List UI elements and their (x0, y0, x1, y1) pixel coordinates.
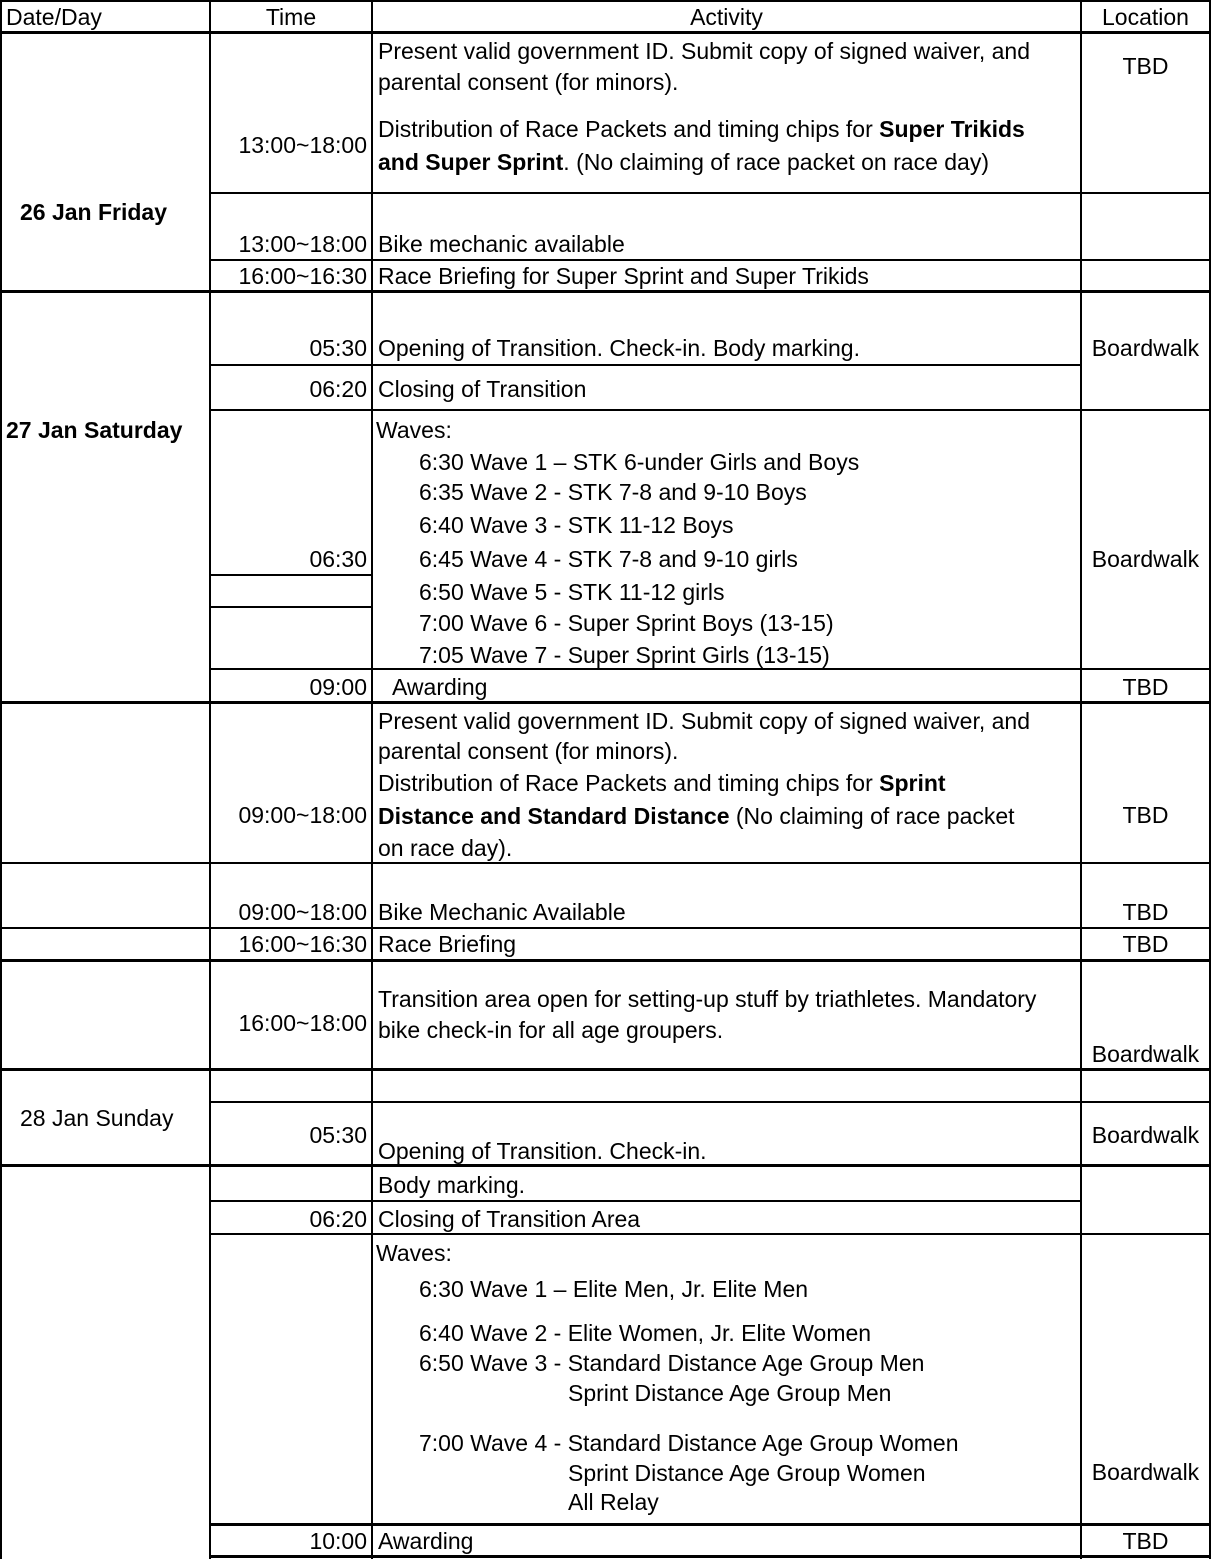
location-cell: TBD (1122, 899, 1169, 925)
wave-item: 6:50 Wave 5 - STK 11-12 girls (419, 579, 725, 605)
activity-cell: Closing of Transition Area (378, 1206, 641, 1232)
activity-cell: Awarding (392, 674, 488, 700)
grid-line (209, 606, 373, 608)
time-cell: 06:30 (309, 546, 367, 572)
activity-line: Present valid government ID. Submit copy of signed waiver, and (378, 708, 1031, 734)
activity-line (378, 147, 989, 177)
time-cell: 13:00~18:00 (238, 132, 367, 158)
wave-item: 7:00 Wave 6 - Super Sprint Boys (13-15) (419, 610, 834, 636)
activity-line (378, 768, 946, 798)
time-cell: 09:00~18:00 (238, 899, 367, 925)
wave-item: 6:35 Wave 2 - STK 7-8 and 9-10 Boys (419, 479, 807, 505)
grid-line (209, 364, 1082, 366)
activity-bold-text: Distance and Standard Distance (378, 803, 730, 829)
header-date-day: Date/Day (6, 4, 102, 30)
location-cell: TBD (1122, 53, 1169, 79)
grid-line (1080, 0, 1082, 1559)
activity-cell: Closing of Transition (378, 376, 587, 402)
activity-cell: Race Briefing (378, 931, 517, 957)
grid-line (0, 959, 1211, 962)
location-cell: TBD (1122, 802, 1169, 828)
activity-line: parental consent (for minors). (378, 738, 679, 764)
wave-item: 6:40 Wave 2 - Elite Women, Jr. Elite Women (419, 1320, 872, 1346)
grid-line (209, 409, 1211, 411)
time-cell: 06:20 (309, 376, 367, 402)
grid-line (1209, 0, 1211, 1559)
header-time: Time (265, 4, 317, 30)
location-cell: Boardwalk (1091, 335, 1200, 361)
activity-cell: Bike mechanic available (378, 231, 625, 257)
location-cell: Boardwalk (1091, 1041, 1200, 1067)
location-cell: Boardwalk (1091, 1122, 1200, 1148)
time-cell: 16:00~16:30 (238, 263, 367, 289)
location-cell: TBD (1122, 931, 1169, 957)
activity-line: on race day). (378, 835, 513, 861)
wave-item: 6:50 Wave 3 - Standard Distance Age Group Men (419, 1350, 925, 1376)
grid-line (209, 1101, 1211, 1103)
activity-line: bike check-in for all age groupers. (378, 1017, 724, 1043)
grid-line (209, 574, 373, 576)
activity-line (378, 114, 1025, 144)
location-cell: Boardwalk (1091, 1459, 1200, 1485)
time-cell: 05:30 (309, 1122, 367, 1148)
waves-title: Waves: (376, 417, 452, 443)
activity-line (378, 801, 1015, 831)
activity-text: Distribution of Race Packets and timing chips for (378, 770, 880, 796)
activity-text: (No claiming of race packet (729, 803, 1015, 829)
grid-line (371, 0, 373, 1559)
activity-bold-text: Super Trikids (879, 116, 1025, 142)
wave-item: 7:05 Wave 7 - Super Sprint Girls (13-15) (419, 642, 830, 668)
grid-line (209, 192, 1211, 194)
activity-bold-text: and Super Sprint (378, 149, 564, 175)
location-cell: TBD (1122, 1528, 1169, 1554)
time-cell: 16:00~16:30 (238, 931, 367, 957)
time-cell: 10:00 (309, 1528, 367, 1554)
wave-item: All Relay (568, 1489, 659, 1515)
grid-line (0, 1068, 1211, 1071)
time-cell: 09:00 (309, 674, 367, 700)
activity-line: Present valid government ID. Submit copy of signed waiver, and (378, 38, 1031, 64)
time-cell: 06:20 (309, 1206, 367, 1232)
activity-text: Distribution of Race Packets and timing chips for (378, 116, 880, 142)
waves-title: Waves: (376, 1240, 452, 1266)
grid-line (209, 1200, 1082, 1202)
grid-line (0, 0, 2, 1559)
wave-item: 6:45 Wave 4 - STK 7-8 and 9-10 girls (419, 546, 798, 572)
day-label-friday: 26 Jan Friday (20, 199, 168, 225)
time-cell: 13:00~18:00 (238, 231, 367, 257)
wave-item: 6:30 Wave 1 – Elite Men, Jr. Elite Men (419, 1276, 809, 1302)
day-label-saturday: 27 Jan Saturday (6, 417, 183, 443)
wave-item: Sprint Distance Age Group Men (568, 1380, 892, 1406)
day-label-sunday: 28 Jan Sunday (20, 1105, 174, 1131)
header-activity: Activity (690, 4, 763, 30)
wave-item: Sprint Distance Age Group Women (568, 1460, 926, 1486)
location-cell: TBD (1122, 674, 1169, 700)
wave-item: 7:00 Wave 4 - Standard Distance Age Group Women (419, 1430, 959, 1456)
header-location: Location (1102, 4, 1189, 30)
grid-line (0, 927, 1211, 929)
time-cell: 16:00~18:00 (238, 1010, 367, 1036)
activity-cell: Race Briefing for Super Sprint and Super Trikids (378, 263, 869, 289)
wave-item: 6:40 Wave 3 - STK 11-12 Boys (419, 512, 734, 538)
activity-cell: Opening of Transition. Check-in. (378, 1138, 707, 1164)
activity-line: parental consent (for minors). (378, 69, 679, 95)
activity-cell: Opening of Transition. Check-in. Body marking. (378, 335, 860, 361)
time-cell: 05:30 (309, 335, 367, 361)
grid-line (0, 862, 1211, 864)
grid-line (0, 701, 1211, 704)
activity-line: Transition area open for setting-up stuff by triathletes. Mandatory (378, 986, 1037, 1012)
activity-bold-text: Sprint (879, 770, 946, 796)
wave-item: 6:30 Wave 1 – STK 6-under Girls and Boys (419, 449, 860, 475)
activity-cell: Body marking. (378, 1172, 526, 1198)
time-cell: 09:00~18:00 (238, 802, 367, 828)
location-cell: Boardwalk (1091, 546, 1200, 572)
activity-cell: Bike Mechanic Available (378, 899, 626, 925)
activity-cell: Awarding (378, 1528, 474, 1554)
activity-text: . (No claiming of race packet on race day) (563, 149, 989, 175)
